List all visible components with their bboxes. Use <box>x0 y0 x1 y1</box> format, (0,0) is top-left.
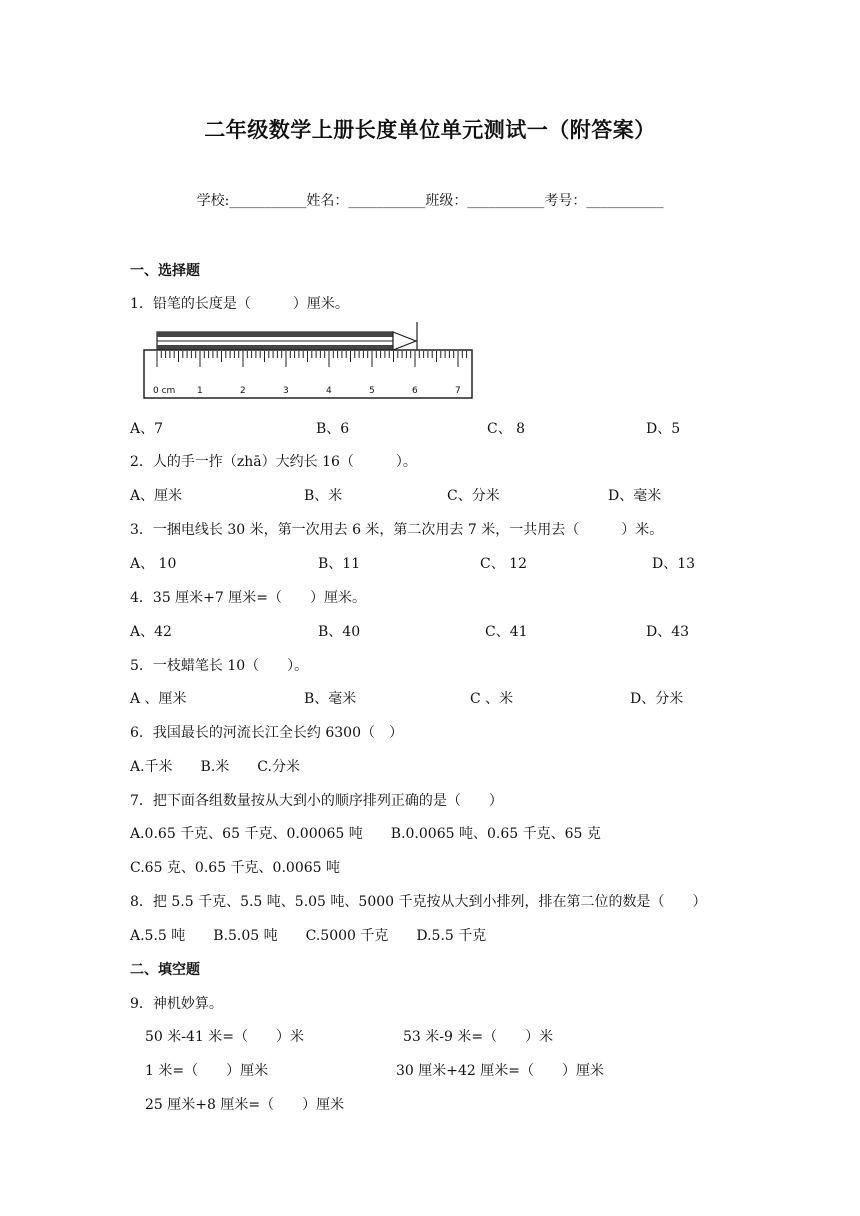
ruler-label: 1 <box>197 386 203 396</box>
pencil-icon <box>157 322 417 352</box>
q5-option-c: C 、米 <box>470 691 514 707</box>
q7-options-line-1: A.0.65 千克、65 千克、0.00065 吨 B.0.0065 吨、0.65 千克、65 克 <box>130 826 601 842</box>
q2-option-a: A、厘米 <box>130 488 183 504</box>
q5-option-d: D、分米 <box>630 691 684 707</box>
q8-options: A.5.5 吨 B.5.05 吨 C.5000 千克 D.5.5 千克 <box>130 928 487 944</box>
page-title: 二年级数学上册长度单位单元测试一（附答案） <box>204 118 656 142</box>
ruler-label: 4 <box>326 386 332 396</box>
q1-option-b: B、6 <box>316 421 350 437</box>
q3-option-a: A、 10 <box>130 556 177 572</box>
q3-option-b: B、11 <box>318 556 361 572</box>
ruler-label: 3 <box>283 386 289 396</box>
q5-option-a: A 、厘米 <box>130 691 187 707</box>
q1-option-d: D、5 <box>646 421 681 437</box>
q1-option-a: A、7 <box>130 421 164 437</box>
q9-item-4: 30 厘米+42 厘米=（ ）厘米 <box>396 1063 604 1079</box>
question-4: 4．35 厘米+7 厘米=（ ）厘米。 <box>130 590 366 606</box>
ruler-label: 2 <box>240 386 246 396</box>
q9-item-5: 25 厘米+8 厘米=（ ）厘米 <box>145 1097 345 1113</box>
q2-option-d: D、毫米 <box>608 488 662 504</box>
student-info-line: 学校:___________姓名：___________班级：___________考号：___________ <box>196 193 664 209</box>
q3-option-c: C、 12 <box>480 556 527 572</box>
question-2: 2．人的手一拃（zhā）大约长 16（ ）。 <box>130 454 417 470</box>
q9-item-1: 50 米-41 米=（ ）米 <box>145 1029 304 1045</box>
question-6: 6．我国最长的河流长江全长约 6300（ ） <box>130 725 403 741</box>
q4-option-a: A、42 <box>130 624 172 640</box>
q5-option-b: B、毫米 <box>304 691 357 707</box>
question-8: 8．把 5.5 千克、5.5 吨、5.05 吨、5000 千克按从大到小排列，排在第二位的数是（ ） <box>130 894 707 910</box>
ruler-label: 0 cm <box>153 386 176 396</box>
question-3: 3．一捆电线长 30 米，第一次用去 6 米，第二次用去 7 米，一共用去（ ）米。 <box>130 522 664 538</box>
ruler-label: 7 <box>455 386 461 396</box>
ruler-label: 5 <box>369 386 375 396</box>
q4-option-d: D、43 <box>646 624 690 640</box>
question-7: 7．把下面各组数量按从大到小的顺序排列正确的是（ ） <box>130 793 503 809</box>
q9-item-3: 1 米=（ ）厘米 <box>145 1063 269 1079</box>
q1-option-c: C、 8 <box>487 421 526 437</box>
q2-option-c: C、分米 <box>447 488 500 504</box>
question-1: 1．铅笔的长度是（ ）厘米。 <box>130 296 349 312</box>
question-5: 5．一枝蜡笔长 10（ ）。 <box>130 658 309 674</box>
q4-option-c: C、41 <box>485 624 528 640</box>
pencil-ruler-figure <box>140 322 480 402</box>
q7-options-line-2: C.65 克、0.65 千克、0.0065 吨 <box>130 860 340 876</box>
section-heading-fill: 二、填空题 <box>130 962 200 978</box>
ruler <box>144 350 472 398</box>
q3-option-d: D、13 <box>652 556 696 572</box>
q9-item-2: 53 米-9 米=（ ）米 <box>403 1029 554 1045</box>
q4-option-b: B、40 <box>318 624 361 640</box>
q6-options: A.千米 B.米 C.分米 <box>130 759 300 775</box>
section-heading-choice: 一、选择题 <box>130 263 200 279</box>
question-9: 9．神机妙算。 <box>130 996 223 1012</box>
ruler-label: 6 <box>412 386 418 396</box>
q2-option-b: B、米 <box>304 488 343 504</box>
